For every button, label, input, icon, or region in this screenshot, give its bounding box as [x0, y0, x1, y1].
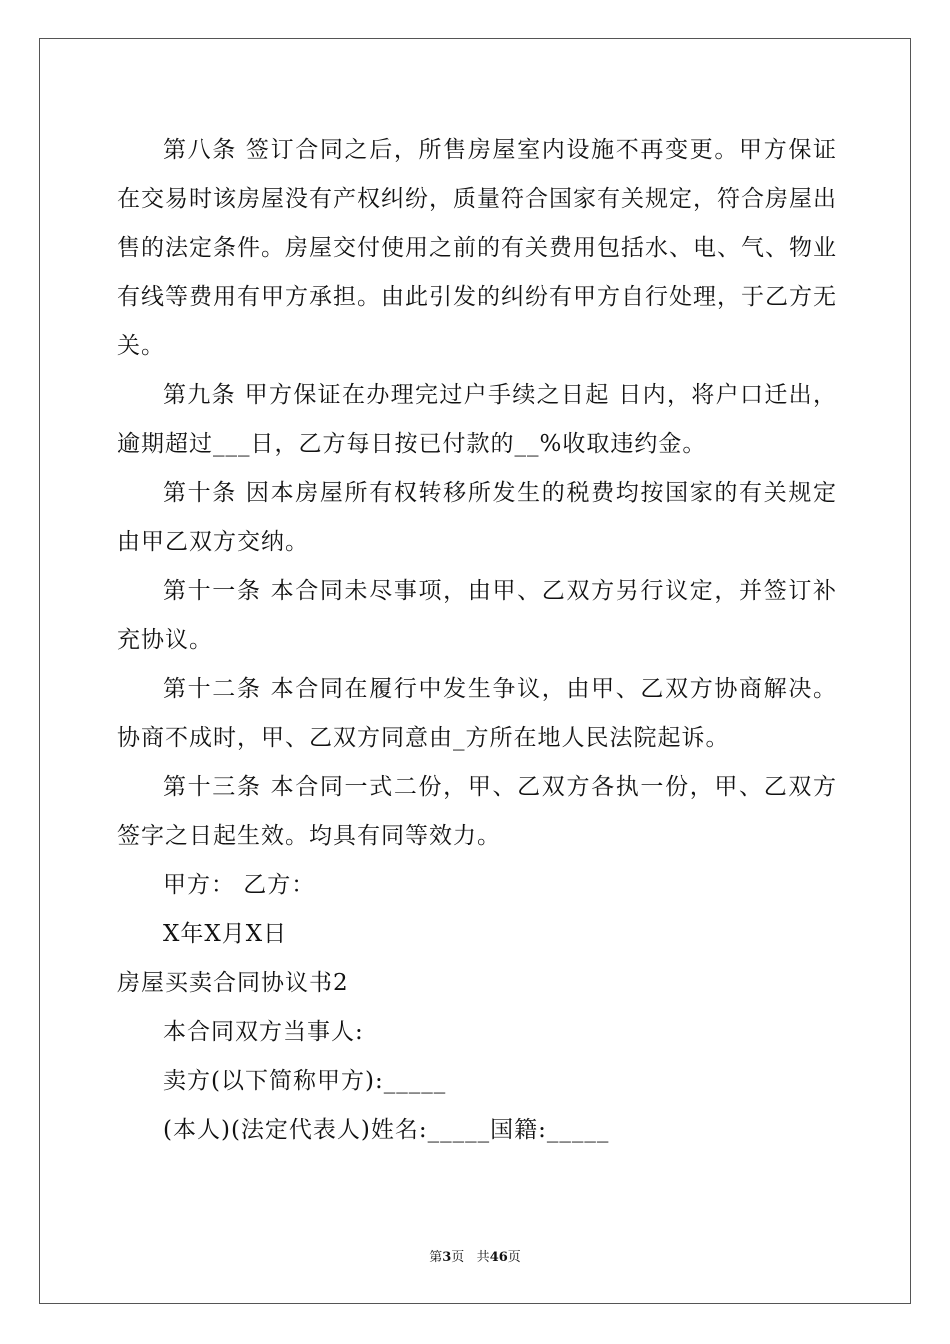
article-8: 第八条 签订合同之后，所售房屋室内设施不再变更。甲方保证在交易时该房屋没有产权纠纷，质量符合国家有关规定，符合房屋出售的法定条件。房屋交付使用之前的有关费用包括水、电、气、物业有线等费用有甲方承担。由此引发的纠纷有甲方自行处理，于乙方无关。	[117, 137, 837, 359]
article-11: 第十一条 本合同未尽事项，由甲、乙双方另行议定，并签订补充协议。	[117, 578, 837, 653]
total-pages: 46	[489, 1250, 508, 1265]
document-body	[117, 126, 837, 1155]
article-9: 第九条 甲方保证在办理完过户手续之日起 日内，将户口迁出，逾期超过___日，乙方每日按已付款的__%收取违约金。	[117, 382, 837, 457]
page-suffix: 页	[451, 1250, 465, 1265]
total-prefix: 共	[476, 1250, 490, 1265]
page-prefix: 第	[429, 1250, 443, 1265]
seller-name-line: (本人)(法定代表人)姓名:_____国籍:_____	[163, 1117, 610, 1143]
section-title: 房屋买卖合同协议书2	[117, 970, 349, 996]
article-12: 第十二条 本合同在履行中发生争议，由甲、乙双方协商解决。协商不成时，甲、乙双方同意由_方所在地人民法院起诉。	[117, 676, 837, 751]
seller-line: 卖方(以下简称甲方):_____	[163, 1068, 447, 1094]
signature-line: 甲方： 乙方：	[163, 872, 316, 898]
article-13: 第十三条 本合同一式二份，甲、乙双方各执一份，甲、乙双方签字之日起生效。均具有同等效力。	[117, 774, 837, 849]
total-suffix: 页	[507, 1250, 521, 1265]
page-footer	[0, 1249, 950, 1267]
parties-intro: 本合同双方当事人:	[163, 1019, 364, 1045]
date-line: X年X月X日	[163, 921, 288, 947]
page-number: 3	[442, 1250, 452, 1265]
article-10: 第十条 因本房屋所有权转移所发生的税费均按国家的有关规定由甲乙双方交纳。	[117, 480, 837, 555]
